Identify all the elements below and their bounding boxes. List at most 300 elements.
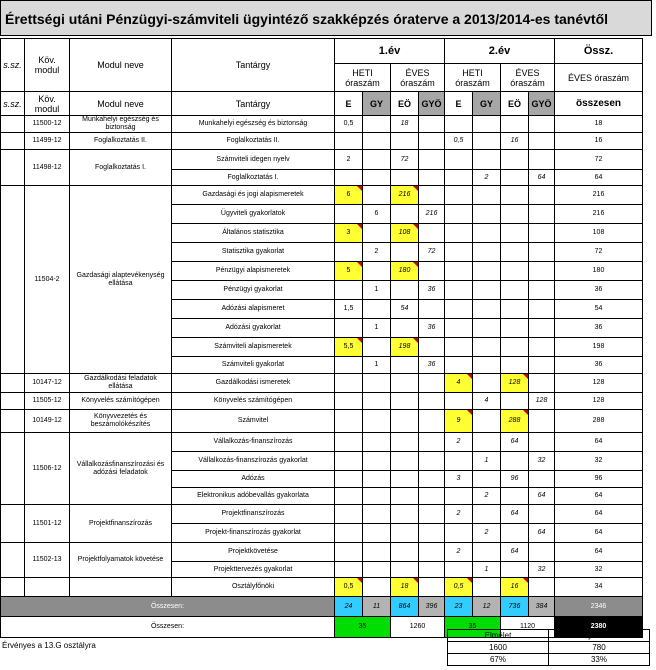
cell-e1: 6 xyxy=(335,186,363,205)
cell-gy2 xyxy=(473,319,501,338)
cell-eo1: 198 xyxy=(391,338,419,357)
table-row xyxy=(1,433,643,452)
cell-gyo2: 32 xyxy=(529,452,555,471)
row-ssz xyxy=(1,505,25,543)
subject-name: Számvitel xyxy=(172,410,335,433)
header-heti-1: HETI óraszám xyxy=(335,64,391,92)
cell-gyo1 xyxy=(419,338,445,357)
cell-eo1: 54 xyxy=(391,300,419,319)
cell-gyo1 xyxy=(419,578,445,597)
cell-total: 128 xyxy=(555,374,643,393)
cell-e2 xyxy=(445,452,473,471)
cell-eo2 xyxy=(501,150,529,170)
summary-gyakorlat-value: 780 xyxy=(549,642,650,654)
cell-eo1 xyxy=(391,488,419,505)
cell-gyo1 xyxy=(419,133,445,150)
cell-gyo2 xyxy=(529,300,555,319)
cell-total: 216 xyxy=(555,205,643,224)
total-label-yearly: Összesen: xyxy=(1,617,335,638)
module-name: Foglalkoztatás II. xyxy=(70,133,172,150)
cell-eo2 xyxy=(501,393,529,410)
cell-gy2: 4 xyxy=(473,393,501,410)
cell-eo2: 64 xyxy=(501,505,529,524)
cell-eo1 xyxy=(391,452,419,471)
curriculum-table xyxy=(0,38,643,638)
cell-gy1 xyxy=(363,133,391,150)
cell-gyo1: 36 xyxy=(419,319,445,338)
cell-e1 xyxy=(335,133,363,150)
row-ssz xyxy=(1,410,25,433)
total-weekly-year2: 35 xyxy=(445,617,501,638)
cell-gy2 xyxy=(473,505,501,524)
cell-eo2 xyxy=(501,186,529,205)
cell-eo1: 18 xyxy=(391,116,419,133)
header-ossz: Össz. xyxy=(555,39,643,64)
cell-e1 xyxy=(335,319,363,338)
total-weekly-year1: 35 xyxy=(335,617,391,638)
cell-total: 64 xyxy=(555,524,643,543)
cell-gyo2 xyxy=(529,133,555,150)
cell-e2: 0,5 xyxy=(445,578,473,597)
cell-e1 xyxy=(335,357,363,374)
module-name: Foglalkoztatás I. xyxy=(70,150,172,186)
subject-name: Adózási gyakorlat xyxy=(172,319,335,338)
table-row xyxy=(1,393,643,410)
cell-eo2 xyxy=(501,205,529,224)
cell-e1: 3 xyxy=(335,224,363,243)
cell-gyo1 xyxy=(419,186,445,205)
cell-total: 180 xyxy=(555,262,643,281)
total-yearly-year2: 1120 xyxy=(501,617,555,638)
cell-e2: 2 xyxy=(445,505,473,524)
module-code: 11504-2 xyxy=(25,186,70,374)
cell-gyo2 xyxy=(529,116,555,133)
cell-gy2 xyxy=(473,133,501,150)
cell-eo2 xyxy=(501,452,529,471)
cell-total: 96 xyxy=(555,471,643,488)
summary-elmelet-label: Elmélet xyxy=(448,630,549,642)
header-ssz: s.sz. xyxy=(1,39,25,92)
cell-eo2 xyxy=(501,170,529,186)
cell-gy2: 2 xyxy=(473,170,501,186)
cell-gy1 xyxy=(363,471,391,488)
cell-gyo2 xyxy=(529,243,555,262)
cell-e2 xyxy=(445,186,473,205)
table-row xyxy=(1,410,643,433)
cell-gyo2 xyxy=(529,205,555,224)
cell-eo2 xyxy=(501,300,529,319)
cell-gy1: 2 xyxy=(363,243,391,262)
summary-gyakorlat-percent: 33% xyxy=(549,654,650,666)
cell-gyo1 xyxy=(419,393,445,410)
cell-total: 54 xyxy=(555,300,643,319)
cell-gyo1 xyxy=(419,433,445,452)
cell-total: 64 xyxy=(555,505,643,524)
cell-total: 216 xyxy=(555,186,643,205)
cell-gy2 xyxy=(473,205,501,224)
cell-gy2 xyxy=(473,262,501,281)
subheader-gy1: GY xyxy=(363,92,391,116)
cell-gyo1: 216 xyxy=(419,205,445,224)
subject-name: Osztályfőnöki xyxy=(172,578,335,597)
module-name xyxy=(70,578,172,597)
subject-name: Számviteli alapismeretek xyxy=(172,338,335,357)
cell-gy1 xyxy=(363,300,391,319)
cell-eo1 xyxy=(391,133,419,150)
module-code: 11500-12 xyxy=(25,116,70,133)
total-e1: 24 xyxy=(335,597,363,617)
cell-eo1: 216 xyxy=(391,186,419,205)
module-code: 11501-12 xyxy=(25,505,70,543)
cell-gyo1 xyxy=(419,543,445,562)
cell-gy1 xyxy=(363,433,391,452)
cell-e1 xyxy=(335,524,363,543)
total-eo1: 864 xyxy=(391,597,419,617)
cell-gyo1 xyxy=(419,224,445,243)
cell-gy1 xyxy=(363,170,391,186)
cell-e1 xyxy=(335,488,363,505)
header-eves-1: ÉVES óraszám xyxy=(391,64,445,92)
summary-elmelet-percent: 67% xyxy=(448,654,549,666)
cell-gyo1 xyxy=(419,488,445,505)
cell-e1 xyxy=(335,433,363,452)
cell-e1 xyxy=(335,452,363,471)
subheader-kov-modul: Köv. modul xyxy=(25,92,70,116)
subject-name: Gazdálkodási ismeretek xyxy=(172,374,335,393)
cell-e2 xyxy=(445,243,473,262)
cell-e1: 0,5 xyxy=(335,578,363,597)
cell-e2 xyxy=(445,562,473,578)
cell-gyo1 xyxy=(419,452,445,471)
cell-gyo1 xyxy=(419,410,445,433)
cell-e2: 0,5 xyxy=(445,133,473,150)
subheader-e2: E xyxy=(445,92,473,116)
cell-eo2 xyxy=(501,116,529,133)
cell-gyo1 xyxy=(419,524,445,543)
cell-total: 18 xyxy=(555,116,643,133)
header-eves-2: ÉVES óraszám xyxy=(501,64,555,92)
cell-gy1 xyxy=(363,224,391,243)
module-code: 11505-12 xyxy=(25,393,70,410)
total-gyo1: 396 xyxy=(419,597,445,617)
cell-eo2 xyxy=(501,562,529,578)
cell-gyo1 xyxy=(419,505,445,524)
cell-eo2: 64 xyxy=(501,433,529,452)
subheader-osszesen: összesen xyxy=(555,92,643,116)
cell-total: 36 xyxy=(555,281,643,300)
cell-e2 xyxy=(445,205,473,224)
cell-total: 64 xyxy=(555,543,643,562)
cell-eo1: 18 xyxy=(391,578,419,597)
module-code: 11506-12 xyxy=(25,433,70,505)
row-ssz xyxy=(1,133,25,150)
subheader-eo1: EÖ xyxy=(391,92,419,116)
subject-name: Pénzügyi alapismeretek xyxy=(172,262,335,281)
cell-gy2 xyxy=(473,374,501,393)
cell-gy1 xyxy=(363,393,391,410)
cell-gy2 xyxy=(473,186,501,205)
summary-table xyxy=(447,629,650,666)
cell-gyo2: 128 xyxy=(529,393,555,410)
header-eves-ossz: ÉVES óraszám xyxy=(555,64,643,92)
cell-gyo2 xyxy=(529,543,555,562)
cell-gy2 xyxy=(473,243,501,262)
cell-e1: 5,5 xyxy=(335,338,363,357)
cell-gyo2 xyxy=(529,224,555,243)
cell-e2 xyxy=(445,262,473,281)
row-ssz xyxy=(1,393,25,410)
cell-total: 64 xyxy=(555,170,643,186)
cell-e2 xyxy=(445,150,473,170)
subheader-tantargy: Tantárgy xyxy=(172,92,335,116)
cell-total: 288 xyxy=(555,410,643,433)
cell-gy1 xyxy=(363,452,391,471)
subject-name: Projekt-finanszírozás gyakorlat xyxy=(172,524,335,543)
cell-eo2 xyxy=(501,224,529,243)
cell-eo2 xyxy=(501,488,529,505)
row-ssz xyxy=(1,116,25,133)
cell-gy2 xyxy=(473,150,501,170)
subject-name: Statisztika gyakorlat xyxy=(172,243,335,262)
total-gy2: 12 xyxy=(473,597,501,617)
total-row-hours xyxy=(1,597,643,617)
cell-total: 36 xyxy=(555,357,643,374)
cell-eo2 xyxy=(501,281,529,300)
total-total: 2346 xyxy=(555,597,643,617)
cell-gyo2: 64 xyxy=(529,488,555,505)
cell-eo1 xyxy=(391,357,419,374)
subject-name: Könyvelés számítógépen xyxy=(172,393,335,410)
module-name: Munkahelyi egészség és biztonság xyxy=(70,116,172,133)
header-year2: 2.év xyxy=(445,39,555,64)
cell-eo2: 128 xyxy=(501,374,529,393)
cell-e2 xyxy=(445,170,473,186)
header-year1: 1.év xyxy=(335,39,445,64)
row-ssz xyxy=(1,186,25,374)
cell-eo1 xyxy=(391,433,419,452)
cell-eo1 xyxy=(391,374,419,393)
cell-e2 xyxy=(445,281,473,300)
header-modul-neve: Modul neve xyxy=(70,39,172,92)
cell-e2 xyxy=(445,338,473,357)
cell-eo1 xyxy=(391,205,419,224)
cell-e1 xyxy=(335,471,363,488)
cell-e2 xyxy=(445,488,473,505)
cell-gy2: 2 xyxy=(473,488,501,505)
cell-gyo1 xyxy=(419,262,445,281)
subject-name: Számviteli idegen nyelv xyxy=(172,150,335,170)
subject-name: Projekttervezés gyakorlat xyxy=(172,562,335,578)
subheader-gy2: GY xyxy=(473,92,501,116)
cell-e2: 2 xyxy=(445,543,473,562)
cell-total: 128 xyxy=(555,393,643,410)
cell-gyo1 xyxy=(419,471,445,488)
cell-e1 xyxy=(335,170,363,186)
module-name: Könyvvezetés és beszámolókészítés xyxy=(70,410,172,433)
module-code xyxy=(25,578,70,597)
table-row xyxy=(1,505,643,524)
cell-gyo1 xyxy=(419,300,445,319)
summary-gyakorlat-label: Gyakorlat xyxy=(549,630,650,642)
cell-gy1 xyxy=(363,338,391,357)
cell-eo2 xyxy=(501,243,529,262)
cell-e1 xyxy=(335,543,363,562)
subject-name: Számviteli gyakorlat xyxy=(172,357,335,374)
cell-total: 34 xyxy=(555,578,643,597)
table-row xyxy=(1,116,643,133)
cell-gy2 xyxy=(473,338,501,357)
subject-name: Általános statisztika xyxy=(172,224,335,243)
subject-name: Foglalkoztatás I. xyxy=(172,170,335,186)
table-row xyxy=(1,133,643,150)
module-name: Projektfinanszírozás xyxy=(70,505,172,543)
cell-e1 xyxy=(335,562,363,578)
cell-gyo1: 36 xyxy=(419,281,445,300)
subject-name: Adózás xyxy=(172,471,335,488)
subject-name: Projektkövetése xyxy=(172,543,335,562)
cell-gyo2: 64 xyxy=(529,170,555,186)
module-name: Gazdasági alaptevékenység ellátása xyxy=(70,186,172,374)
cell-eo1 xyxy=(391,505,419,524)
table-row xyxy=(1,578,643,597)
subheader-gyo1: GYÖ xyxy=(419,92,445,116)
cell-gy1 xyxy=(363,578,391,597)
row-ssz xyxy=(1,433,25,505)
cell-total: 72 xyxy=(555,150,643,170)
cell-gy2 xyxy=(473,281,501,300)
subheader-modul-neve: Modul neve xyxy=(70,92,172,116)
cell-e1 xyxy=(335,281,363,300)
cell-gy2 xyxy=(473,116,501,133)
cell-eo2 xyxy=(501,524,529,543)
module-name: Projektfolyamatok követése xyxy=(70,543,172,578)
cell-gyo2 xyxy=(529,281,555,300)
cell-gyo1 xyxy=(419,116,445,133)
subheader-gyo2: GYÖ xyxy=(529,92,555,116)
cell-gyo2 xyxy=(529,410,555,433)
cell-gyo1: 36 xyxy=(419,357,445,374)
cell-gy1 xyxy=(363,562,391,578)
cell-eo2: 96 xyxy=(501,471,529,488)
validity-note: Érvényes a 13.G osztályra xyxy=(2,641,96,650)
row-ssz xyxy=(1,150,25,186)
header-kov-modul: Köv. modul xyxy=(25,39,70,92)
cell-gy2 xyxy=(473,224,501,243)
subject-name: Pénzügyi gyakorlat xyxy=(172,281,335,300)
cell-eo1: 108 xyxy=(391,224,419,243)
cell-e2: 3 xyxy=(445,471,473,488)
subject-name: Adózási alapismeret xyxy=(172,300,335,319)
cell-eo2 xyxy=(501,338,529,357)
module-name: Könyvelés számítógépen xyxy=(70,393,172,410)
cell-gy1: 6 xyxy=(363,205,391,224)
cell-gyo2 xyxy=(529,150,555,170)
cell-gyo1 xyxy=(419,170,445,186)
cell-total: 64 xyxy=(555,488,643,505)
cell-gyo2 xyxy=(529,374,555,393)
cell-eo1: 72 xyxy=(391,150,419,170)
subheader-eo2: EÖ xyxy=(501,92,529,116)
cell-gy1 xyxy=(363,410,391,433)
module-code: 11502-13 xyxy=(25,543,70,578)
cell-gyo2 xyxy=(529,505,555,524)
cell-gyo1 xyxy=(419,562,445,578)
cell-total: 108 xyxy=(555,224,643,243)
cell-eo1 xyxy=(391,319,419,338)
subject-name: Ügyviteli gyakorlatok xyxy=(172,205,335,224)
module-code: 10149-12 xyxy=(25,410,70,433)
cell-total: 32 xyxy=(555,562,643,578)
cell-eo2: 16 xyxy=(501,578,529,597)
subheader-e1: E xyxy=(335,92,363,116)
cell-e2: 2 xyxy=(445,433,473,452)
cell-gy1: 1 xyxy=(363,281,391,300)
cell-eo1 xyxy=(391,281,419,300)
cell-gy1 xyxy=(363,488,391,505)
subject-name: Vállalkozás-finanszírozás xyxy=(172,433,335,452)
row-ssz xyxy=(1,543,25,578)
cell-gyo2: 64 xyxy=(529,524,555,543)
module-name: Vállalkozásfinanszírozási és adózási feladatok xyxy=(70,433,172,505)
cell-e1: 2 xyxy=(335,150,363,170)
grand-total: 2380 xyxy=(555,617,643,638)
table-row xyxy=(1,150,643,170)
cell-e1 xyxy=(335,243,363,262)
subject-name: Foglalkoztatás II. xyxy=(172,133,335,150)
cell-gy2 xyxy=(473,471,501,488)
cell-e1: 1,5 xyxy=(335,300,363,319)
subheader-ssz: s.sz. xyxy=(1,92,25,116)
cell-e2 xyxy=(445,319,473,338)
total-eo2: 736 xyxy=(501,597,529,617)
cell-gyo2: 32 xyxy=(529,562,555,578)
cell-gyo2 xyxy=(529,338,555,357)
cell-gyo2 xyxy=(529,578,555,597)
row-ssz xyxy=(1,374,25,393)
cell-gy2 xyxy=(473,410,501,433)
subject-name: Gazdasági és jogi alapismeretek xyxy=(172,186,335,205)
cell-e1 xyxy=(335,205,363,224)
cell-gy2: 1 xyxy=(473,562,501,578)
cell-gy2 xyxy=(473,433,501,452)
cell-eo1 xyxy=(391,543,419,562)
cell-e2 xyxy=(445,393,473,410)
cell-gy1 xyxy=(363,262,391,281)
cell-eo2 xyxy=(501,357,529,374)
cell-gy1 xyxy=(363,116,391,133)
cell-eo2: 288 xyxy=(501,410,529,433)
total-label: Összesen: xyxy=(1,597,335,617)
cell-e2 xyxy=(445,300,473,319)
table-row xyxy=(1,374,643,393)
cell-total: 36 xyxy=(555,319,643,338)
subject-name: Munkahelyi egészség és biztonság xyxy=(172,116,335,133)
cell-total: 64 xyxy=(555,433,643,452)
cell-gyo2 xyxy=(529,471,555,488)
cell-eo1 xyxy=(391,562,419,578)
cell-eo1 xyxy=(391,170,419,186)
module-code: 11498-12 xyxy=(25,150,70,186)
cell-eo1 xyxy=(391,471,419,488)
cell-eo1 xyxy=(391,410,419,433)
cell-gy2 xyxy=(473,578,501,597)
header-heti-2: HETI óraszám xyxy=(445,64,501,92)
cell-e1: 5 xyxy=(335,262,363,281)
cell-gy1 xyxy=(363,505,391,524)
subject-name: Elektronikus adóbevallás gyakorlata xyxy=(172,488,335,505)
subject-name: Vállalkozás-finanszírozás gyakorlat xyxy=(172,452,335,471)
header-tantargy: Tantárgy xyxy=(172,39,335,92)
